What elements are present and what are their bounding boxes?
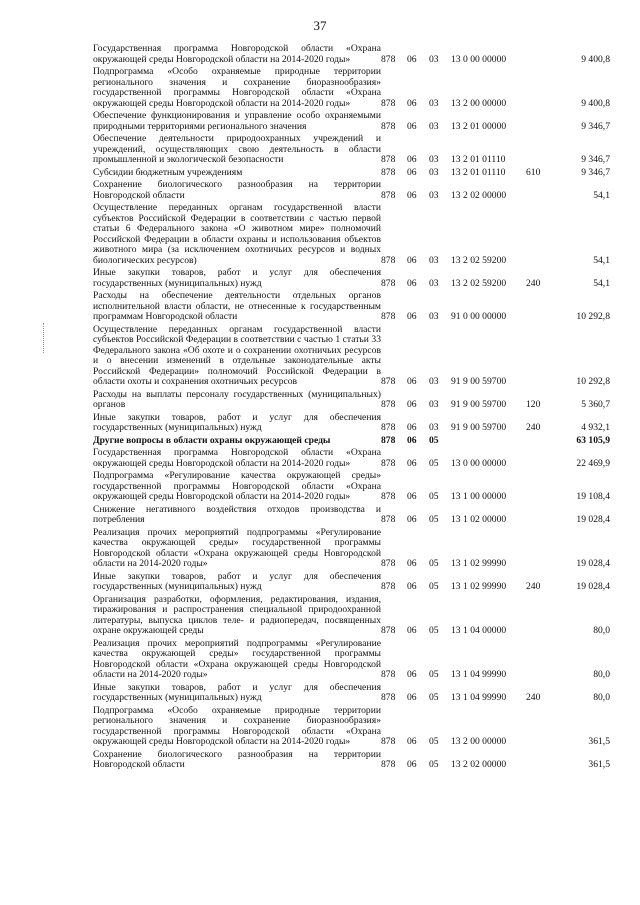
table-row bbox=[93, 268, 610, 289]
section-code: 06 bbox=[407, 120, 417, 132]
amount: 9 400,8 bbox=[581, 53, 610, 65]
grbs-code: 878 bbox=[381, 491, 396, 502]
section-code: 06 bbox=[407, 154, 417, 165]
amount: 9 346,7 bbox=[581, 166, 610, 178]
subsection-code: 05 bbox=[429, 669, 439, 680]
grbs-code: 878 bbox=[381, 759, 396, 770]
target-article-code: 13 2 01 01110 bbox=[451, 154, 506, 165]
expense-name: Реализация прочих мероприятий подпрограммы «Регулирование качества окружающей среды» государственной программы Новгородской области «Охрана окружающей среды Новгородской области на 2014-2020 годы» bbox=[93, 637, 381, 680]
expense-name: Государственная программа Новгородской области «Охрана окружающей среды Новгородской области на 2014-2020 годы» bbox=[93, 447, 381, 469]
expense-name: Расходы на выплаты персоналу государственных (муниципальных) органов bbox=[93, 388, 381, 410]
expense-name: Государственная программа Новгородской области «Охрана окружающей среды Новгородской области на 2014-2020 годы» bbox=[93, 43, 381, 65]
table-row bbox=[93, 291, 610, 323]
subsection-code: 03 bbox=[429, 166, 439, 178]
target-article-code: 13 1 04 00000 bbox=[451, 625, 507, 636]
target-article-code: 13 2 00 00000 bbox=[451, 97, 507, 109]
amount: 80,0 bbox=[593, 692, 610, 703]
table-row bbox=[93, 325, 610, 388]
table-row bbox=[93, 203, 610, 266]
expense-type-code: 240 bbox=[526, 277, 541, 289]
amount: 63 105,9 bbox=[576, 434, 610, 446]
table-row bbox=[93, 180, 610, 201]
section-code: 06 bbox=[407, 53, 417, 65]
section-code: 06 bbox=[407, 311, 417, 322]
subsection-code: 03 bbox=[429, 120, 439, 132]
subsection-code: 05 bbox=[429, 581, 439, 592]
subsection-code: 03 bbox=[429, 277, 439, 289]
grbs-code: 878 bbox=[381, 625, 396, 636]
grbs-code: 878 bbox=[381, 434, 396, 446]
target-article-code: 13 1 02 99990 bbox=[451, 581, 507, 592]
amount: 54,1 bbox=[593, 277, 610, 289]
amount: 80,0 bbox=[593, 625, 610, 636]
subsection-code: 05 bbox=[429, 558, 439, 569]
table-row bbox=[93, 134, 610, 166]
section-code: 06 bbox=[407, 422, 417, 433]
grbs-code: 878 bbox=[381, 154, 396, 165]
amount: 19 108,4 bbox=[576, 491, 610, 502]
expense-type-code: 120 bbox=[526, 399, 541, 410]
expense-name: Подпрограмма «Особо охраняемые природные территории регионального значения и сохранение биоразнообразия» государственной программы Новгородской области «Охрана окружающей среды Новгородской области на 2014-2020 годы» bbox=[93, 66, 381, 109]
subsection-code: 05 bbox=[429, 491, 439, 502]
subsection-code: 05 bbox=[429, 759, 439, 770]
amount: 10 292,8 bbox=[576, 376, 610, 387]
section-code: 06 bbox=[407, 254, 417, 266]
section-code: 06 bbox=[407, 581, 417, 592]
subsection-code: 03 bbox=[429, 53, 439, 65]
target-article-code: 13 1 00 00000 bbox=[451, 491, 507, 502]
target-article-code: 13 2 00 00000 bbox=[451, 736, 507, 747]
target-article-code: 91 9 00 59700 bbox=[451, 422, 507, 433]
expense-name: Реализация прочих мероприятий подпрограммы «Регулирование качества окружающей среды» государственной программы Новгородской области «Охрана окружающей среды Новгородской области на 2014-2020 годы» bbox=[93, 526, 381, 569]
expense-type-code: 240 bbox=[526, 581, 541, 592]
table-row bbox=[93, 436, 610, 447]
expense-name: Иные закупки товаров, работ и услуг для обеспечения государственных (муниципальных) нужд bbox=[93, 681, 381, 703]
amount: 5 360,7 bbox=[581, 399, 610, 410]
subsection-code: 05 bbox=[429, 736, 439, 747]
grbs-code: 878 bbox=[381, 399, 396, 410]
amount: 10 292,8 bbox=[576, 311, 610, 322]
table-row bbox=[93, 390, 610, 411]
subsection-code: 03 bbox=[429, 189, 439, 201]
amount: 9 346,7 bbox=[581, 154, 610, 165]
expense-name: Подпрограмма «Регулирование качества окружающей среды» государственной программы Новгородской области «Охрана окружающей среды Новгородской области на 2014-2020 годы» bbox=[93, 470, 381, 502]
amount: 19 028,4 bbox=[576, 514, 610, 525]
grbs-code: 878 bbox=[381, 514, 396, 525]
table-row bbox=[93, 639, 610, 681]
subsection-code: 03 bbox=[429, 311, 439, 322]
subsection-code: 05 bbox=[429, 692, 439, 703]
target-article-code: 13 0 00 00000 bbox=[451, 53, 507, 65]
amount: 19 028,4 bbox=[576, 581, 610, 592]
expense-name: Другие вопросы в области охраны окружающей среды bbox=[93, 434, 331, 446]
target-article-code: 13 2 02 59200 bbox=[451, 254, 507, 266]
expense-name: Субсидии бюджетным учреждениям bbox=[93, 166, 243, 178]
expense-name: Осуществление переданных органам государственной власти субъектов Российской Федерации в соответствии с частью 1 статьи 33 Федерального закона «Об охоте и о сохранении охотничьих ресурсов и о внесении изменений в отдельные законодательные акты Российской Федерации» полномочий Российской Федерации в области охоты и сохранения охотничьих ресурсов bbox=[93, 323, 381, 387]
table-row bbox=[93, 471, 610, 503]
grbs-code: 878 bbox=[381, 736, 396, 747]
subsection-code: 03 bbox=[429, 254, 439, 266]
expense-name: Сохранение биологического разнообразия на территории Новгородской области bbox=[93, 179, 381, 201]
section-code: 06 bbox=[407, 514, 417, 525]
section-code: 06 bbox=[407, 97, 417, 109]
table-row bbox=[93, 168, 610, 179]
expense-type-code: 240 bbox=[526, 692, 541, 703]
target-article-code: 91 9 00 59700 bbox=[451, 376, 507, 387]
grbs-code: 878 bbox=[381, 669, 396, 680]
subsection-code: 03 bbox=[429, 154, 439, 165]
subsection-code: 05 bbox=[429, 514, 439, 525]
target-article-code: 13 0 00 00000 bbox=[451, 457, 507, 469]
grbs-code: 878 bbox=[381, 120, 396, 132]
target-article-code: 13 1 04 99990 bbox=[451, 669, 507, 680]
grbs-code: 878 bbox=[381, 558, 396, 569]
table-row bbox=[93, 67, 610, 109]
grbs-code: 878 bbox=[381, 376, 396, 387]
section-code: 06 bbox=[407, 736, 417, 747]
target-article-code: 91 0 00 00000 bbox=[451, 311, 507, 322]
target-article-code: 13 2 02 00000 bbox=[451, 759, 507, 770]
expense-name: Организация разработки, оформления, редактирования, издания, тиражирования и распространения специальной природоохранной литературы, выпуска циклов теле- и радиопередач, посвященных охране окружающей среды bbox=[93, 593, 381, 636]
section-code: 06 bbox=[407, 166, 417, 178]
amount: 19 028,4 bbox=[576, 558, 610, 569]
expense-name: Иные закупки товаров, работ и услуг для обеспечения государственных (муниципальных) нужд bbox=[93, 570, 381, 592]
amount: 22 469,9 bbox=[576, 457, 610, 469]
subsection-code: 05 bbox=[429, 625, 439, 636]
expense-type-code: 610 bbox=[526, 166, 541, 178]
section-code: 06 bbox=[407, 434, 417, 446]
expense-name: Сохранение биологического разнообразия на территории Новгородской области bbox=[93, 748, 381, 770]
expense-name: Обеспечение деятельности природоохранных учреждений и учреждений, осуществляющих свою деятельность в области промышленной и экологической безопасности bbox=[93, 133, 381, 165]
subsection-code: 03 bbox=[429, 399, 439, 410]
target-article-code: 13 1 02 99990 bbox=[451, 558, 507, 569]
amount: 9 400,8 bbox=[581, 97, 610, 109]
expense-name: Снижение негативного воздействия отходов производства и потребления bbox=[93, 503, 381, 525]
amount: 361,5 bbox=[588, 736, 610, 747]
target-article-code: 13 1 04 99990 bbox=[451, 692, 507, 703]
section-code: 06 bbox=[407, 692, 417, 703]
grbs-code: 878 bbox=[381, 189, 396, 201]
amount: 361,5 bbox=[588, 759, 610, 770]
target-article-code: 13 2 01 00000 bbox=[451, 120, 507, 132]
target-article-code: 13 2 01 01110 bbox=[451, 166, 506, 178]
table-row bbox=[93, 505, 610, 526]
table-row bbox=[93, 111, 610, 132]
table-row bbox=[93, 706, 610, 748]
subsection-code: 03 bbox=[429, 97, 439, 109]
section-code: 06 bbox=[407, 399, 417, 410]
subsection-code: 05 bbox=[429, 434, 439, 446]
grbs-code: 878 bbox=[381, 166, 396, 178]
table-row bbox=[93, 750, 610, 771]
subsection-code: 05 bbox=[429, 457, 439, 469]
table-row bbox=[93, 528, 610, 570]
section-code: 06 bbox=[407, 558, 417, 569]
subsection-code: 03 bbox=[429, 422, 439, 433]
budget-table bbox=[93, 44, 610, 773]
expense-name: Иные закупки товаров, работ и услуг для обеспечения государственных (муниципальных) нужд bbox=[93, 411, 381, 433]
table-row bbox=[93, 448, 610, 469]
target-article-code: 13 1 02 00000 bbox=[451, 514, 507, 525]
subsection-code: 03 bbox=[429, 376, 439, 387]
grbs-code: 878 bbox=[381, 277, 396, 289]
expense-name: Иные закупки товаров, работ и услуг для обеспечения государственных (муниципальных) нужд bbox=[93, 267, 381, 289]
table-row bbox=[93, 572, 610, 593]
section-code: 06 bbox=[407, 625, 417, 636]
amount: 54,1 bbox=[593, 254, 610, 266]
section-code: 06 bbox=[407, 669, 417, 680]
section-code: 06 bbox=[407, 759, 417, 770]
section-code: 06 bbox=[407, 189, 417, 201]
section-code: 06 bbox=[407, 457, 417, 469]
expense-name: Подпрограмма «Особо охраняемые природные территории регионального значения и сохранение биоразнообразия» государственной программы Новгородской области «Охрана окружающей среды Новгородской области на 2014-2020 годы» bbox=[93, 704, 381, 747]
section-code: 06 bbox=[407, 376, 417, 387]
margin-mark bbox=[43, 323, 46, 353]
grbs-code: 878 bbox=[381, 692, 396, 703]
amount: 9 346,7 bbox=[581, 120, 610, 132]
table-row bbox=[93, 683, 610, 704]
section-code: 06 bbox=[407, 277, 417, 289]
expense-name: Расходы на обеспечение деятельности отдельных органов исполнительной власти области, не отнесенные к государственным программам Новгородской области bbox=[93, 290, 381, 322]
grbs-code: 878 bbox=[381, 97, 396, 109]
section-code: 06 bbox=[407, 491, 417, 502]
table-row bbox=[93, 44, 610, 65]
grbs-code: 878 bbox=[381, 581, 396, 592]
table-row bbox=[93, 413, 610, 434]
grbs-code: 878 bbox=[381, 457, 396, 469]
grbs-code: 878 bbox=[381, 422, 396, 433]
amount: 80,0 bbox=[593, 669, 610, 680]
expense-name: Обеспечение функционирования и управление особо охраняемыми природными территориями регионального значения bbox=[93, 110, 381, 132]
amount: 54,1 bbox=[593, 189, 610, 201]
grbs-code: 878 bbox=[381, 311, 396, 322]
target-article-code: 13 2 02 00000 bbox=[451, 189, 507, 201]
grbs-code: 878 bbox=[381, 254, 396, 266]
page-number: 37 bbox=[313, 18, 327, 33]
grbs-code: 878 bbox=[381, 53, 396, 65]
expense-name: Осуществление переданных органам государственной власти субъектов Российской Федерации в соответствии с частью первой статьи 6 Федерального закона «О животном мире» полномочий Российской Федерации в области охраны и использования объектов животного мира (за исключением охотничьих ресурсов и водных биологических ресурсов) bbox=[93, 202, 381, 266]
target-article-code: 91 9 00 59700 bbox=[451, 399, 507, 410]
table-row bbox=[93, 595, 610, 637]
target-article-code: 13 2 02 59200 bbox=[451, 277, 507, 289]
amount: 4 932,1 bbox=[581, 422, 610, 433]
expense-type-code: 240 bbox=[526, 422, 541, 433]
